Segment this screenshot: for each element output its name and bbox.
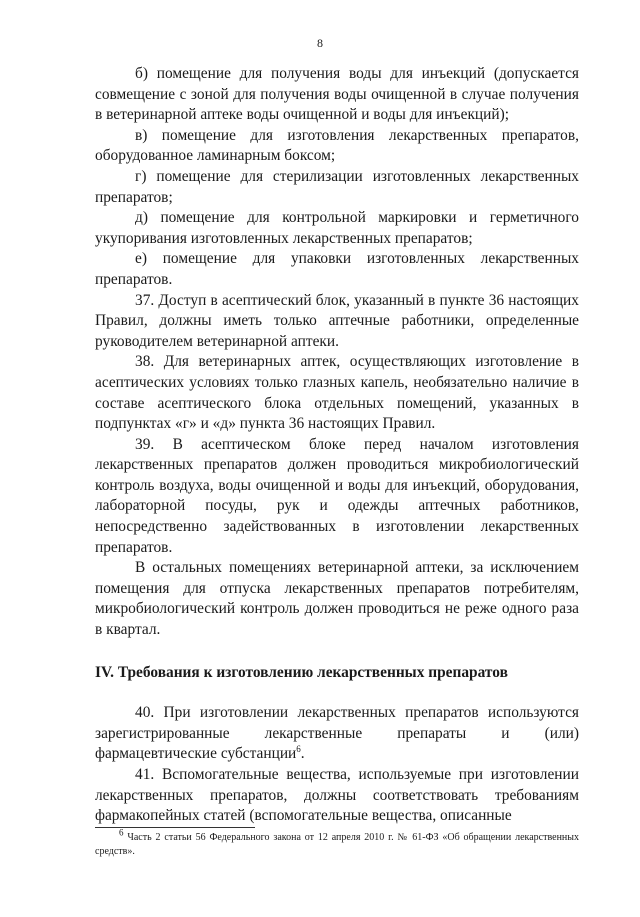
paragraph-g: г) помещение для стерилизации изготовленных лекарственных препаратов; xyxy=(95,167,579,206)
paragraph-40-text: 40. При изготовлении лекарственных препаратов используются зарегистрированные лекарственные препараты и (или) фармацевтические субстанции xyxy=(95,704,579,763)
paragraph-40 xyxy=(95,703,579,765)
footnote-reference: 6 xyxy=(296,744,301,755)
paragraph-41: 41. Вспомогательные вещества, используемые при изготовлении лекарственных препаратов, должны соответствовать требованиям фармакопейных статей (вспомогательные вещества, описанные xyxy=(95,766,579,825)
footnote xyxy=(95,827,579,859)
paragraph-37: 37. Доступ в асептический блок, указанный в пункте 36 настоящих Правил, должны иметь только аптечные работники, определенные руководителем ветеринарной аптеки. xyxy=(95,291,579,350)
paragraph-38: 38. Для ветеринарных аптек, осуществляющих изготовление в асептических условиях только глазных капель, необязательно наличие в составе асептического блока отдельных помещений, указанных в подпунктах «г» и «д» пункта 36 настоящих Правил. xyxy=(95,353,579,433)
paragraph-e: е) помещение для упаковки изготовленных лекарственных препаратов. xyxy=(95,250,579,288)
page-number: 8 xyxy=(317,36,323,50)
paragraph-39: 39. В асептическом блоке перед началом изготовления лекарственных препаратов должен проводиться микробиологический контроль воздуха, воды очищенной и воды для инъекций, оборудования, лабораторной посуды, рук и одежды аптечных работников, непосредственно задействованных в изготовлении лекарственных препаратов. xyxy=(95,435,579,556)
paragraph-b: б) помещение для получения воды для инъекций (допускается совмещение с зоной для получения воды очищенной в случае получения в ветеринарной аптеке воды очищенной и воды для инъекций); xyxy=(95,65,579,124)
paragraph-40-end: . xyxy=(300,745,305,763)
section-heading: IV. Требования к изготовлению лекарственных препаратов xyxy=(95,663,508,681)
paragraph-39-continued: В остальных помещениях ветеринарной аптеки, за исключением помещения для отпуска лекарственных препаратов потребителям, микробиологический контроль должен проводиться не реже одного раза в квартал. xyxy=(95,559,579,639)
footnote-text: Часть 2 статьи 56 Федерального закона от 12 апреля 2010 г. № 61-ФЗ «Об обращении лекарственных средств». xyxy=(95,832,579,857)
paragraph-v: в) помещение для изготовления лекарственных препаратов, оборудованное ламинарным боксом; xyxy=(95,126,579,165)
document-body xyxy=(95,64,579,827)
footnote-mark: 6 xyxy=(119,827,124,838)
paragraph-d: д) помещение для контрольной маркировки и герметичного укупоривания изготовленных лекарственных препаратов; xyxy=(95,209,579,247)
